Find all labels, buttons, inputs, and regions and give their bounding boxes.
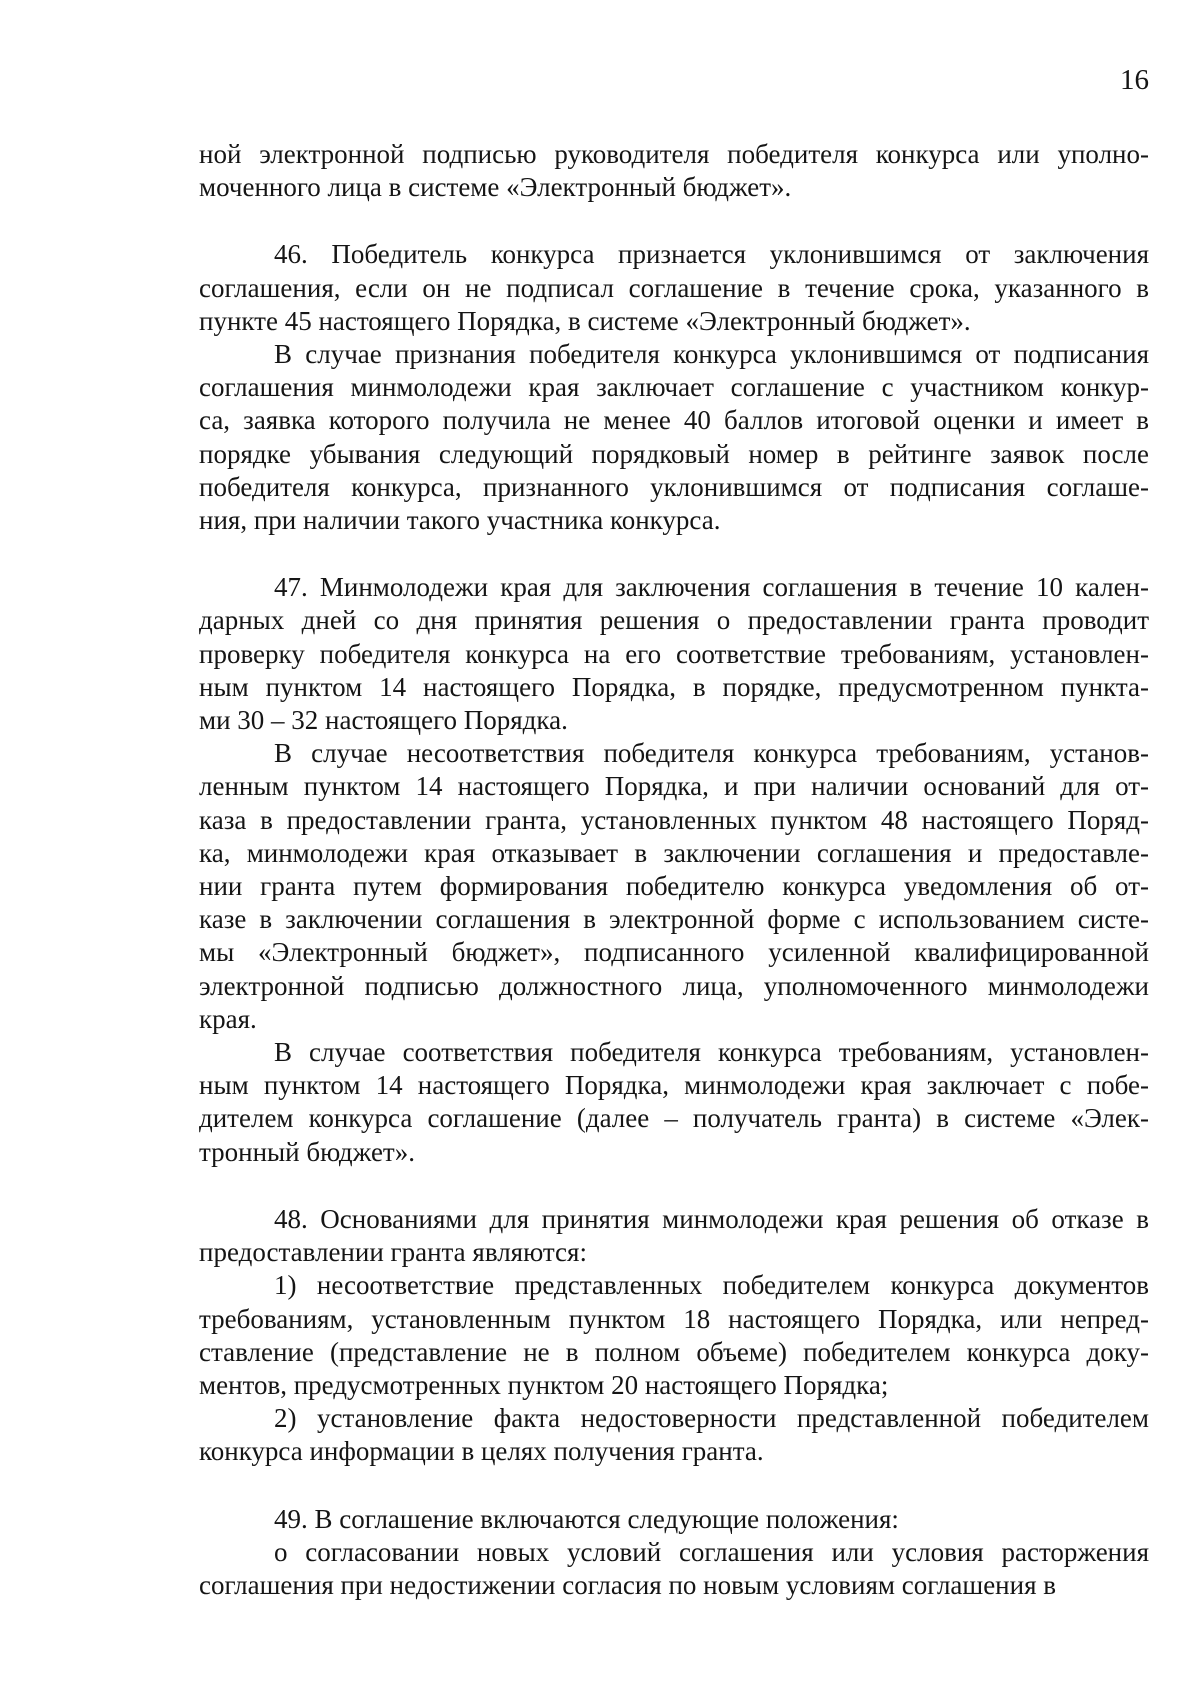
paragraph-47-line: ным пунктом 14 настоящего Порядка, в порядке, предусмотренном пункта- — [199, 671, 1149, 702]
paragraph-46-evasion-line: ния, при наличии такого участника конкурса. — [199, 505, 721, 536]
paragraph-47-noncompliance-line: края. — [199, 1003, 257, 1034]
paragraph-46-line: соглашения, если он не подписал соглашение в течение срока, указанного в — [199, 272, 1149, 303]
paragraph-46-evasion-line: порядке убывания следующий порядковый номер в рейтинге заявок после — [199, 438, 1149, 469]
paragraph-47-line: ми 30 – 32 настоящего Порядка. — [199, 705, 568, 736]
paragraph-47-noncompliance-line: казе в заключении соглашения в электронной форме с использованием систе- — [199, 904, 1149, 935]
paragraph-48-line: 48. Основаниями для принятия минмолодежи края решения об отказе в — [274, 1203, 1149, 1234]
page-number: 16 — [1120, 64, 1149, 96]
paragraph-47-line: проверку победителя конкурса на его соответствие требованиям, установлен- — [199, 638, 1149, 669]
paragraph-continuation — [199, 138, 1149, 204]
paragraph-46-evasion-line: са, заявка которого получила не менее 40 баллов итоговой оценки и имеет в — [199, 405, 1149, 436]
paragraph-46-line: 46. Победитель конкурса признается уклонившимся от заключения — [274, 239, 1149, 270]
paragraph-47-compliance-line: тронный бюджет». — [199, 1136, 415, 1167]
paragraph-47-noncompliance-line: ленным пунктом 14 настоящего Порядка, и при наличии оснований для от- — [199, 771, 1149, 802]
paragraph-continuation-line: моченного лица в системе «Электронный бюджет». — [199, 172, 792, 203]
paragraph-47 — [199, 571, 1149, 737]
paragraph-48-item-1-line: ставление (представление не в полном объеме) победителем конкурса доку- — [199, 1336, 1149, 1367]
paragraph-47-compliance-line: ным пунктом 14 настоящего Порядка, минмолодежи края заключает с побе- — [199, 1070, 1149, 1101]
paragraph-48 — [199, 1203, 1149, 1269]
paragraph-47-noncompliance-line: В случае несоответствия победителя конкурса требованиям, установ- — [274, 738, 1149, 769]
paragraph-48-item-1 — [199, 1269, 1149, 1402]
paragraph-49-line: 49. В соглашение включаются следующие положения: — [274, 1503, 899, 1534]
paragraph-49-provision-line: соглашения при недостижении согласия по новым условиям соглашения в — [199, 1569, 1056, 1600]
paragraph-47-noncompliance — [199, 737, 1149, 1036]
paragraph-47-noncompliance-line: нии гранта путем формирования победителю конкурса уведомления об от- — [199, 871, 1149, 902]
paragraph-49-provision — [199, 1536, 1149, 1602]
paragraph-48-line: предоставлении гранта являются: — [199, 1237, 587, 1268]
paragraph-47-compliance-line: дителем конкурса соглашение (далее – получатель гранта) в системе «Элек- — [199, 1103, 1149, 1134]
paragraph-47-line: 47. Минмолодежи края для заключения соглашения в течение 10 кален- — [274, 572, 1149, 603]
paragraph-48-item-1-line: требованиям, установленным пунктом 18 настоящего Порядка, или непред- — [199, 1303, 1149, 1334]
paragraph-47-compliance-line: В случае соответствия победителя конкурса требованиям, установлен- — [274, 1037, 1149, 1068]
paragraph-48-item-2 — [199, 1402, 1149, 1468]
paragraph-48-item-2-line: конкурса информации в целях получения гранта. — [199, 1436, 764, 1467]
document-body — [199, 138, 1149, 1602]
paragraph-46 — [199, 238, 1149, 338]
paragraph-47-compliance — [199, 1036, 1149, 1169]
paragraph-47-noncompliance-line: ка, минмолодежи края отказывает в заключении соглашения и предоставле- — [199, 837, 1149, 868]
paragraph-continuation-line: ной электронной подписью руководителя победителя конкурса или уполно- — [199, 139, 1149, 169]
paragraph-47-noncompliance-line: мы «Электронный бюджет», подписанного усиленной квалифицированной — [199, 937, 1149, 968]
paragraph-46-evasion-line: В случае признания победителя конкурса уклонившимся от подписания — [274, 339, 1149, 370]
paragraph-46-evasion-line: победителя конкурса, признанного уклонившимся от подписания соглаше- — [199, 471, 1149, 502]
paragraph-48-item-1-line: ментов, предусмотренных пунктом 20 настоящего Порядка; — [199, 1369, 889, 1400]
paragraph-47-noncompliance-line: электронной подписью должностного лица, уполномоченного минмолодежи — [199, 970, 1149, 1001]
paragraph-48-item-2-line: 2) установление факта недостоверности представленной победителем — [274, 1403, 1149, 1434]
paragraph-47-line: дарных дней со дня принятия решения о предоставлении гранта проводит — [199, 605, 1149, 636]
paragraph-49-provision-line: о согласовании новых условий соглашения или условия расторжения — [274, 1536, 1149, 1567]
paragraph-46-line: пункте 45 настоящего Порядка, в системе «Электронный бюджет». — [199, 305, 971, 336]
paragraph-47-noncompliance-line: каза в предоставлении гранта, установленных пунктом 48 настоящего Поряд- — [199, 804, 1149, 835]
paragraph-46-evasion-line: соглашения минмолодежи края заключает соглашение с участником конкур- — [199, 372, 1149, 403]
paragraph-48-item-1-line: 1) несоответствие представленных победителем конкурса документов — [274, 1270, 1149, 1301]
paragraph-49 — [199, 1503, 1149, 1536]
paragraph-46-evasion — [199, 338, 1149, 537]
